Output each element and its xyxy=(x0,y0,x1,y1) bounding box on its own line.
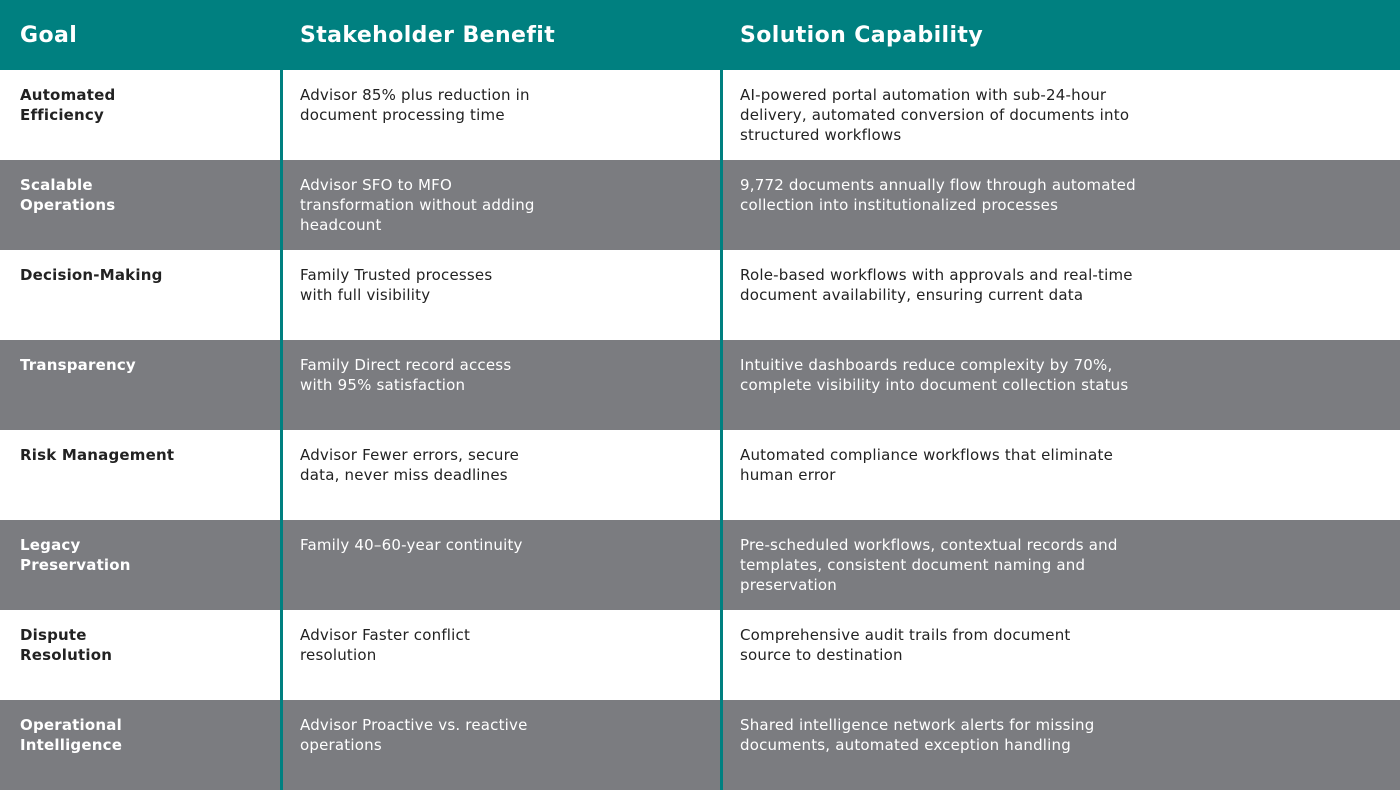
capability-cell xyxy=(720,340,1400,430)
table-row xyxy=(0,340,1400,430)
goal-text: Risk Management xyxy=(20,446,175,464)
table-header xyxy=(0,0,1400,70)
table-row xyxy=(0,250,1400,340)
benefit-text: Advisor Faster conflict resolution xyxy=(300,626,471,664)
goal-text: Legacy Preservation xyxy=(20,536,131,574)
benefit-text: Advisor 85% plus reduction in document processing time xyxy=(300,86,530,124)
capability-text: Role-based workflows with approvals and real-time document availability, ensuring current data xyxy=(740,266,1133,304)
table-row xyxy=(0,520,1400,610)
goal-text: Dispute Resolution xyxy=(20,626,113,664)
capability-cell xyxy=(720,160,1400,250)
benefit-cell xyxy=(280,520,720,610)
goal-text: Decision-Making xyxy=(20,266,163,284)
column-divider xyxy=(280,70,283,790)
capability-text: Comprehensive audit trails from document source to destination xyxy=(740,626,1071,664)
benefit-text: Family Direct record access with 95% satisfaction xyxy=(300,356,512,394)
goal-cell xyxy=(0,520,280,610)
table-row xyxy=(0,160,1400,250)
table-row xyxy=(0,430,1400,520)
capability-cell xyxy=(720,520,1400,610)
capability-text: Intuitive dashboards reduce complexity by 70%, complete visibility into document collection status xyxy=(740,356,1129,394)
capability-cell xyxy=(720,700,1400,790)
benefit-cell xyxy=(280,70,720,160)
table-row xyxy=(0,610,1400,700)
benefit-text: Family Trusted processes with full visibility xyxy=(300,266,493,304)
column-divider xyxy=(720,70,723,790)
goal-cell xyxy=(0,430,280,520)
benefit-text: Advisor Fewer errors, secure data, never miss deadlines xyxy=(300,446,520,484)
benefit-cell xyxy=(280,340,720,430)
capability-cell xyxy=(720,610,1400,700)
header-goal: Goal xyxy=(20,22,78,48)
goal-text: Scalable Operations xyxy=(20,176,116,214)
table-row xyxy=(0,700,1400,790)
benefit-cell xyxy=(280,160,720,250)
benefit-text: Advisor Proactive vs. reactive operations xyxy=(300,716,528,754)
goal-text: Operational Intelligence xyxy=(20,716,123,754)
benefit-text: Advisor SFO to MFO transformation without adding headcount xyxy=(300,176,535,234)
goal-cell xyxy=(0,610,280,700)
benefit-cell xyxy=(280,610,720,700)
capability-cell xyxy=(720,70,1400,160)
header-solution-capability: Solution Capability xyxy=(740,22,984,48)
benefit-text: Family 40–60-year continuity xyxy=(300,536,523,554)
goal-cell xyxy=(0,70,280,160)
goal-cell xyxy=(0,250,280,340)
capability-text: 9,772 documents annually flow through automated collection into institutionalized processes xyxy=(740,176,1136,214)
benefit-cell xyxy=(280,430,720,520)
goal-text: Transparency xyxy=(20,356,136,374)
benefit-cell xyxy=(280,700,720,790)
capability-text: Pre-scheduled workflows, contextual records and templates, consistent document naming and preservation xyxy=(740,536,1118,594)
goal-cell xyxy=(0,340,280,430)
capability-text: Automated compliance workflows that eliminate human error xyxy=(740,446,1114,484)
header-stakeholder-benefit: Stakeholder Benefit xyxy=(300,22,556,48)
table-row xyxy=(0,70,1400,160)
goal-cell xyxy=(0,160,280,250)
goal-text: Automated Efficiency xyxy=(20,86,116,124)
capability-text: AI-powered portal automation with sub-24-hour delivery, automated conversion of documents into structured workflows xyxy=(740,86,1130,144)
capability-cell xyxy=(720,430,1400,520)
capability-text: Shared intelligence network alerts for missing documents, automated exception handling xyxy=(740,716,1095,754)
goal-cell xyxy=(0,700,280,790)
capability-cell xyxy=(720,250,1400,340)
benefit-cell xyxy=(280,250,720,340)
